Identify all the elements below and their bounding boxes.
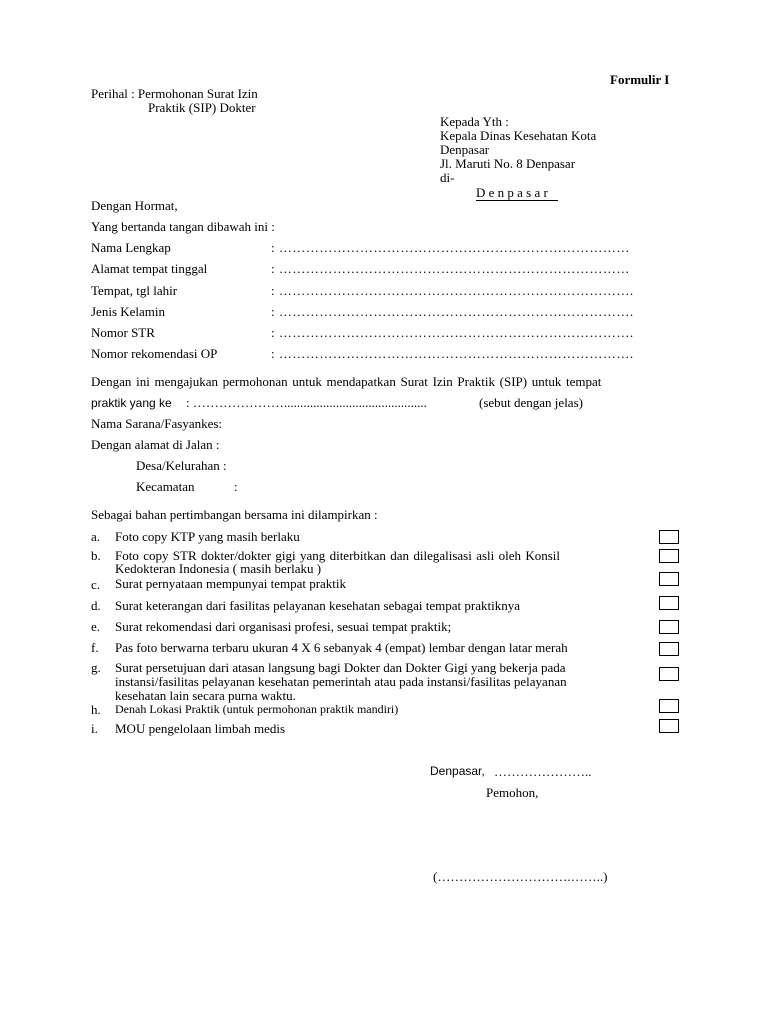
field-label-jenis-kelamin: Jenis Kelamin (91, 304, 166, 319)
field-input-jenis-kelamin[interactable]: : ……………………………………………………………………. (271, 304, 634, 319)
destination-underline (476, 200, 558, 201)
request-line-2-suffix: (sebut dengan jelas) (479, 395, 583, 410)
checkbox-b[interactable] (659, 549, 679, 563)
signature-place: Denpasar, (430, 764, 485, 778)
attachment-text-f: Pas foto berwarna terbaru ukuran 4 X 6 sebanyak 4 (empat) lembar dengan latar merah (115, 640, 568, 655)
recipient-city: Denpasar (440, 142, 490, 157)
attachments-intro: Sebagai bahan pertimbangan bersama ini dilampirkan : (91, 507, 378, 522)
facility-name-label: Nama Sarana/Fasyankes: (91, 416, 223, 431)
checkbox-e[interactable] (659, 620, 679, 634)
attachment-text-b-2: Kedokteran Indonesia ( masih berlaku ) (115, 561, 322, 576)
attachment-text-h: Denah Lokasi Praktik (untuk permohonan praktik mandiri) (115, 702, 399, 716)
attachment-letter-d: d. (91, 598, 101, 613)
recipient-salutation: Kepada Yth : (440, 114, 509, 129)
attachment-letter-e: e. (91, 619, 101, 634)
checkbox-f[interactable] (659, 642, 679, 656)
attachment-letter-i: i. (91, 721, 98, 736)
request-line-1: Dengan ini mengajukan permohonan untuk mendapatkan Surat Izin Praktik (SIP) untuk tempat (91, 374, 602, 389)
signature-role: Pemohon, (486, 785, 539, 800)
recipient-address: Jl. Maruti No. 8 Denpasar (440, 156, 576, 171)
facility-village-label: Desa/Kelurahan : (136, 458, 227, 473)
field-label-alamat: Alamat tempat tinggal (91, 261, 208, 276)
attachment-text-g-2: instansi/fasilitas pelayanan kesehatan pemerintah atau pada instansi/fasilitas pelayanan (115, 674, 567, 689)
attachment-letter-h: h. (91, 702, 101, 717)
checkbox-d[interactable] (659, 596, 679, 610)
field-label-nama: Nama Lengkap (91, 240, 171, 255)
field-input-ttl[interactable]: : ……………………………………………………………………. (271, 283, 634, 298)
attachment-text-e: Surat rekomendasi dari organisasi profesi, sesuai tempat praktik; (115, 619, 452, 634)
attachment-text-a: Foto copy KTP yang masih berlaku (115, 529, 300, 544)
checkbox-a[interactable] (659, 530, 679, 544)
attachment-letter-b: b. (91, 548, 101, 563)
checkbox-g[interactable] (659, 667, 679, 681)
facility-address-label: Dengan alamat di Jalan : (91, 437, 220, 452)
request-line-2-prefix: praktik yang ke (91, 396, 172, 410)
attachment-text-g-3: kesehatan lain secara purna waktu. (115, 688, 296, 703)
field-label-ttl: Tempat, tgl lahir (91, 283, 178, 298)
attachment-text-d: Surat keterangan dari fasilitas pelayanan kesehatan sebagai tempat praktiknya (115, 598, 520, 613)
checkbox-h[interactable] (659, 699, 679, 713)
signature-date-input[interactable]: ………………….. (494, 764, 592, 779)
greeting: Dengan Hormat, (91, 198, 178, 213)
intro-text: Yang bertanda tangan dibawah ini : (91, 219, 275, 234)
attachment-text-i: MOU pengelolaan limbah medis (115, 721, 286, 736)
attachment-letter-g: g. (91, 660, 101, 675)
field-input-alamat[interactable]: : …………………………………………………………………… (271, 261, 630, 276)
field-label-rekomendasi: Nomor rekomendasi OP (91, 346, 218, 361)
signature-name-input[interactable]: (………………………….……..) (433, 869, 608, 884)
checkbox-c[interactable] (659, 572, 679, 586)
form-number: Formulir I (610, 72, 670, 87)
attachment-text-c: Surat pernyataan mempunyai tempat praktik (115, 576, 347, 591)
attachment-text-b: Foto copy STR dokter/dokter gigi yang diterbitkan dan dilegalisasi asli oleh Konsil (115, 548, 561, 563)
field-input-nama[interactable]: : …………………………………………………………………… (271, 240, 630, 255)
practice-order-input[interactable]: : …………………............................................ (186, 395, 427, 410)
facility-district-colon: : (234, 479, 238, 494)
checkbox-i[interactable] (659, 719, 679, 733)
field-label-str: Nomor STR (91, 325, 155, 340)
subject-line-1: Perihal : Permohonan Surat Izin (91, 86, 258, 101)
recipient-destination: D e n p a s a r (476, 185, 548, 200)
attachment-letter-c: c. (91, 577, 101, 592)
field-input-rekomendasi[interactable]: : ……………………………………………………………………. (271, 346, 634, 361)
facility-district-label: Kecamatan (136, 479, 195, 494)
attachment-letter-a: a. (91, 529, 101, 544)
recipient-di: di- (440, 170, 455, 185)
recipient-title: Kepala Dinas Kesehatan Kota (440, 128, 597, 143)
attachment-text-g: Surat persetujuan dari atasan langsung bagi Dokter dan Dokter Gigi yang bekerja pada (115, 660, 566, 675)
attachment-letter-f: f. (91, 640, 99, 655)
field-input-str[interactable]: : ……………………………………………………………………. (271, 325, 634, 340)
subject-line-2: Praktik (SIP) Dokter (148, 100, 256, 115)
